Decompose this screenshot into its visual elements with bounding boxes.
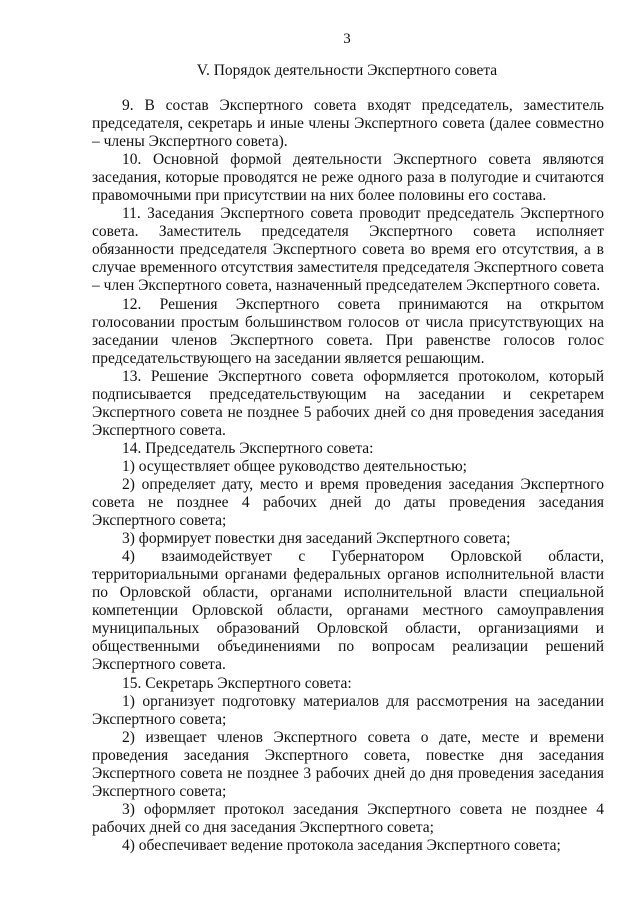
paragraph-item-14-2: 2) определяет дату, место и время проведения заседания Экспертного совета не позднее 4 рабочих дней до даты проведения заседания Экспертного совета; — [92, 475, 604, 530]
paragraph-item-15-2: 2) извещает членов Экспертного совета о дате, месте и времени проведения заседания Экспертного совета, повестке дня заседания Экспертного совета не позднее 3 рабочих дней до дня проведения заседания Экспертного совета; — [92, 728, 604, 800]
paragraph-item-13: 13. Решение Экспертного совета оформляется протоколом, который подписывается председательствующим на заседании и секретарем Экспертного совета не позднее 5 рабочих дней со дня проведения заседания Экспертного совета. — [92, 367, 604, 439]
paragraph-item-14-3: 3) формирует повестки дня заседаний Экспертного совета; — [122, 530, 511, 548]
paragraph-item-15-heading: 15. Секретарь Экспертного совета: — [122, 674, 352, 692]
page-number: 3 — [343, 31, 351, 47]
paragraph-item-15-1: 1) организует подготовку материалов для рассмотрения на заседании Экспертного совета; — [92, 692, 604, 728]
paragraph-item-14-1: 1) осуществляет общее руководство деятельностью; — [122, 457, 467, 475]
paragraph-item-11: 11. Заседания Экспертного совета проводит председатель Экспертного совета. Заместитель председателя Экспертного совета исполняет обязанности председателя Экспертного совета во время его отсутствия, а в случае временного отсутствия заместителя председателя Экспертного совета – член Экспертного совета, назначенный председателем Экспертного совета. — [92, 205, 604, 295]
paragraph-item-12: 12. Решения Экспертного совета принимаются на открытом голосовании простым большинством голосов от числа присутствующих на заседании членов Экспертного совета. При равенстве голосов голос председательствующего на заседании является решающим. — [92, 295, 604, 367]
paragraph-item-14-heading: 14. Председатель Экспертного совета: — [122, 439, 374, 457]
paragraph-item-15-3: 3) оформляет протокол заседания Экспертного совета не позднее 4 рабочих дней со дня заседания Экспертного совета; — [92, 800, 604, 836]
section-title: V. Порядок деятельности Экспертного совета — [196, 62, 498, 79]
paragraph-item-14-4: 4) взаимодействует с Губернатором Орловской области, территориальными органами федеральных органов исполнительной власти по Орловской области, органами исполнительной власти специальной компетенции Орловской области, органами местного самоуправления муниципальных образований Орловской области, организациями и общественными объединениями по вопросам реализации решений Экспертного совета. — [92, 548, 604, 674]
paragraph-item-15-4: 4) обеспечивает ведение протокола заседания Экспертного совета; — [122, 836, 561, 854]
document-body — [92, 97, 604, 855]
paragraph-item-9: 9. В состав Экспертного совета входят председатель, заместитель председателя, секретарь и иные члены Экспертного совета (далее совместно – члены Экспертного совета). — [92, 97, 604, 151]
paragraph-item-10: 10. Основной формой деятельности Экспертного совета являются заседания, которые проводятся не реже одного раза в полугодие и считаются правомочными при присутствии на них более половины его состава. — [92, 151, 604, 205]
